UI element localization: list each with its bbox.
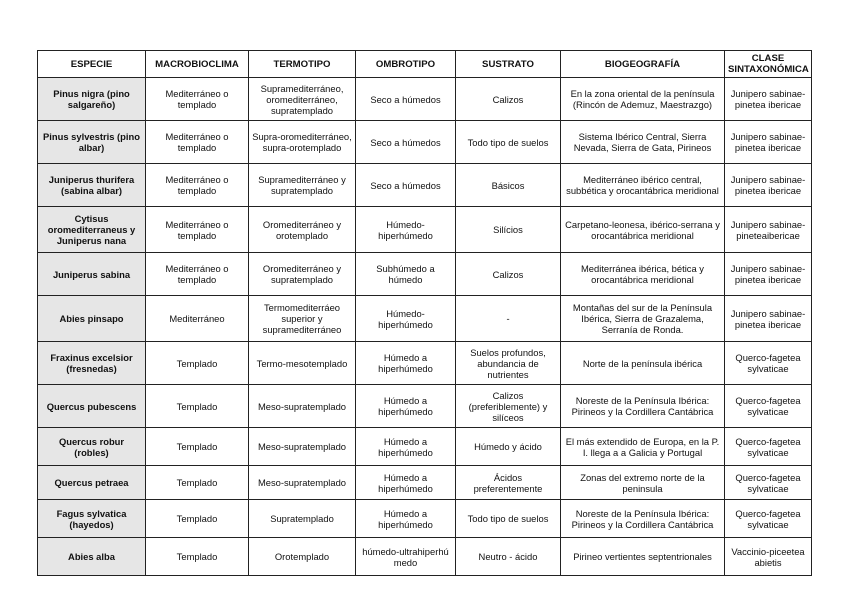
table-row [38, 164, 812, 207]
cell-clase: Vaccinio-piceetea abietis [725, 538, 812, 576]
cell-biogeografia: Zonas del extremo norte de la peninsula [561, 466, 725, 500]
cell-clase: Querco-fagetea sylvaticae [725, 428, 812, 466]
cell-ombrotipo: Seco a húmedos [356, 121, 456, 164]
cell-clase: Junipero sabinae-pinetea ibericae [725, 164, 812, 207]
cell-sustrato: Todo tipo de suelos [456, 121, 561, 164]
cell-termotipo: Orotemplado [249, 538, 356, 576]
cell-sustrato: Suelos profundos, abundancia de nutrientes [456, 342, 561, 385]
cell-clase: Querco-fagetea sylvaticae [725, 342, 812, 385]
cell-clase: Querco-fagetea sylvaticae [725, 385, 812, 428]
cell-biogeografia: El más extendido de Europa, en la P. I. llega a a Galicia y Portugal [561, 428, 725, 466]
cell-termotipo: Oromediterráneo y orotemplado [249, 207, 356, 253]
cell-especie: Quercus pubescens [38, 385, 146, 428]
table-row [38, 207, 812, 253]
cell-sustrato: Calizos [456, 78, 561, 121]
cell-biogeografia: Montañas del sur de la Península Ibérica, Sierra de Grazalema, Serranía de Ronda. [561, 296, 725, 342]
table-row [38, 500, 812, 538]
cell-termotipo: Termo-mesotemplado [249, 342, 356, 385]
cell-ombrotipo: Húmedo a hiperhúmedo [356, 385, 456, 428]
cell-macrobioclima: Templado [146, 500, 249, 538]
cell-ombrotipo: Húmedo-hiperhúmedo [356, 296, 456, 342]
table-row [38, 385, 812, 428]
cell-macrobioclima: Templado [146, 342, 249, 385]
header-row [38, 51, 812, 78]
cell-biogeografia: Carpetano-leonesa, ibérico-serrana y orocantábrica meridional [561, 207, 725, 253]
cell-macrobioclima: Templado [146, 428, 249, 466]
cell-ombrotipo: Húmedo a hiperhúmedo [356, 428, 456, 466]
table-row [38, 78, 812, 121]
cell-sustrato: Básicos [456, 164, 561, 207]
cell-ombrotipo: Húmedo a hiperhúmedo [356, 500, 456, 538]
cell-clase: Junipero sabinae-pinetea ibericae [725, 296, 812, 342]
header-termotipo: TERMOTIPO [249, 51, 356, 78]
header-sustrato: SUSTRATO [456, 51, 561, 78]
table-row [38, 121, 812, 164]
cell-clase: Junipero sabinae-pinetea ibericae [725, 78, 812, 121]
cell-termotipo: Supratemplado [249, 500, 356, 538]
cell-especie: Pinus nigra (pino salgareño) [38, 78, 146, 121]
cell-macrobioclima: Mediterráneo o templado [146, 207, 249, 253]
cell-clase: Junipero sabinae-pineteaibericae [725, 207, 812, 253]
cell-clase: Querco-fagetea sylvaticae [725, 466, 812, 500]
cell-biogeografia: Sistema Ibérico Central, Sierra Nevada, Sierra de Gata, Pirineos [561, 121, 725, 164]
cell-termotipo: Supramediterráneo y supratemplado [249, 164, 356, 207]
cell-ombrotipo: Subhúmedo a húmedo [356, 253, 456, 296]
cell-biogeografia: Noreste de la Península Ibérica: Pirineos y la Cordillera Cantábrica [561, 500, 725, 538]
table-row [38, 466, 812, 500]
cell-ombrotipo: Seco a húmedos [356, 164, 456, 207]
cell-termotipo: Supra-oromediterráneo, supra-orotemplado [249, 121, 356, 164]
table-row [38, 253, 812, 296]
cell-clase: Junipero sabinae-pinetea ibericae [725, 121, 812, 164]
table-row [38, 342, 812, 385]
cell-ombrotipo: Seco a húmedos [356, 78, 456, 121]
cell-macrobioclima: Mediterráneo o templado [146, 253, 249, 296]
cell-especie: Quercus robur (robles) [38, 428, 146, 466]
cell-macrobioclima: Templado [146, 538, 249, 576]
cell-especie: Juniperus sabina [38, 253, 146, 296]
cell-clase: Junipero sabinae-pinetea ibericae [725, 253, 812, 296]
cell-ombrotipo: Húmedo a hiperhúmedo [356, 466, 456, 500]
cell-ombrotipo: húmedo-ultrahiperhú medo [356, 538, 456, 576]
cell-especie: Abies alba [38, 538, 146, 576]
cell-termotipo: Supramediterráneo, oromediterráneo, supratemplado [249, 78, 356, 121]
header-especie: ESPECIE [38, 51, 146, 78]
cell-termotipo: Oromediterráneo y supratemplado [249, 253, 356, 296]
cell-especie: Quercus petraea [38, 466, 146, 500]
cell-clase: Querco-fagetea sylvaticae [725, 500, 812, 538]
header-biogeografia: BIOGEOGRAFÍA [561, 51, 725, 78]
cell-sustrato: Neutro - ácido [456, 538, 561, 576]
cell-macrobioclima: Mediterráneo o templado [146, 121, 249, 164]
cell-termotipo: Meso-supratemplado [249, 428, 356, 466]
cell-sustrato: - [456, 296, 561, 342]
table-row [38, 428, 812, 466]
cell-biogeografia: Mediterránea ibérica, bética y orocantábrica meridional [561, 253, 725, 296]
header-ombrotipo: OMBROTIPO [356, 51, 456, 78]
cell-sustrato: Calizos (preferiblemente) y silíceos [456, 385, 561, 428]
cell-sustrato: Calizos [456, 253, 561, 296]
cell-macrobioclima: Mediterráneo o templado [146, 164, 249, 207]
cell-especie: Fagus sylvatica (hayedos) [38, 500, 146, 538]
cell-biogeografia: Pirineo vertientes septentrionales [561, 538, 725, 576]
cell-biogeografia: Noreste de la Península Ibérica: Pirineos y la Cordillera Cantábrica [561, 385, 725, 428]
cell-especie: Cytisus oromediterraneus y Juniperus nana [38, 207, 146, 253]
cell-especie: Juniperus thurifera (sabina albar) [38, 164, 146, 207]
cell-sustrato: Húmedo y ácido [456, 428, 561, 466]
cell-termotipo: Termomediterráeo superior y supramediterráneo [249, 296, 356, 342]
cell-biogeografia: Mediterráneo ibérico central, subbética y orocantábrica meridional [561, 164, 725, 207]
cell-macrobioclima: Mediterráneo [146, 296, 249, 342]
cell-especie: Fraxinus excelsior (fresnedas) [38, 342, 146, 385]
cell-ombrotipo: Húmedo a hiperhúmedo [356, 342, 456, 385]
cell-macrobioclima: Mediterráneo o templado [146, 78, 249, 121]
cell-sustrato: Todo tipo de suelos [456, 500, 561, 538]
cell-sustrato: Ácidos preferentemente [456, 466, 561, 500]
header-clase-sintaxonomica: CLASE SINTAXONÓMICA [725, 51, 812, 78]
header-macrobioclima: MACROBIOCLIMA [146, 51, 249, 78]
cell-biogeografia: Norte de la península ibérica [561, 342, 725, 385]
table-row [38, 296, 812, 342]
cell-termotipo: Meso-supratemplado [249, 466, 356, 500]
cell-especie: Abies pinsapo [38, 296, 146, 342]
cell-ombrotipo: Húmedo-hiperhúmedo [356, 207, 456, 253]
cell-sustrato: Silícios [456, 207, 561, 253]
species-table [37, 50, 812, 576]
cell-biogeografia: En la zona oriental de la península (Rincón de Ademuz, Maestrazgo) [561, 78, 725, 121]
cell-termotipo: Meso-supratemplado [249, 385, 356, 428]
table-row [38, 538, 812, 576]
cell-macrobioclima: Templado [146, 385, 249, 428]
cell-macrobioclima: Templado [146, 466, 249, 500]
cell-especie: Pinus sylvestris (pino albar) [38, 121, 146, 164]
